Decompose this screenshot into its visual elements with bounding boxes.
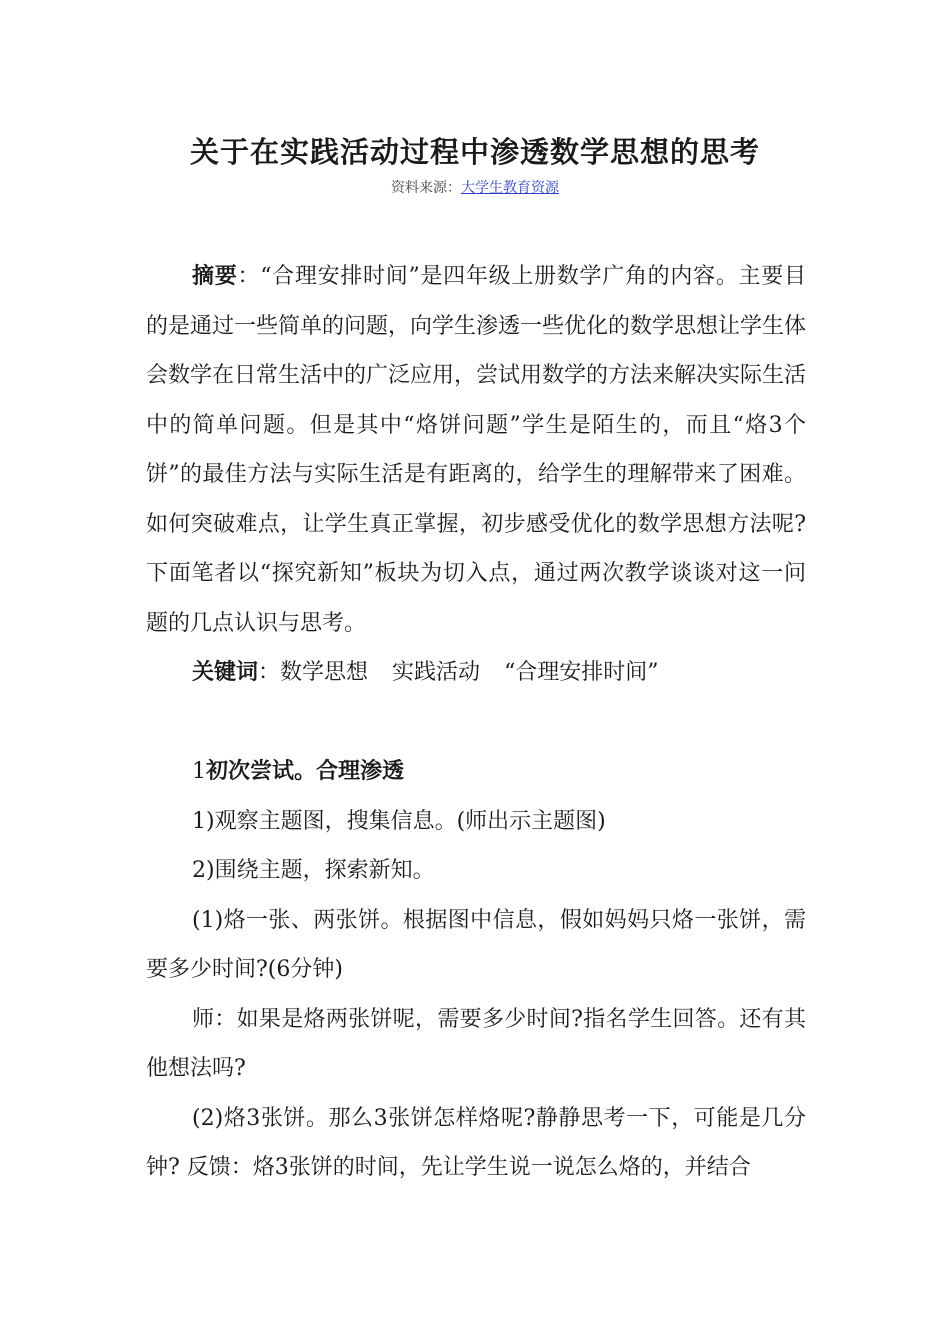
body-paragraph: (1)烙一张、两张饼。根据图中信息，假如妈妈只烙一张饼，需要多少时间?(6分钟) (146, 907, 806, 982)
section-heading (146, 747, 806, 797)
keyword-item: 数学思想 (280, 660, 369, 685)
abstract-paragraph (146, 252, 806, 648)
page-title: 关于在实践活动过程中渗透数学思想的思考 (189, 135, 760, 169)
keywords-colon: ： (258, 660, 281, 685)
keywords-label: 关键词 (192, 659, 259, 685)
keyword-item: “合理安排时间” (504, 660, 659, 685)
body-paragraph: 2)围绕主题，探索新知。 (192, 858, 435, 883)
body-paragraph: 1)观察主题图，搜集信息。(师出示主题图) (192, 808, 606, 834)
body-paragraph: (2)烙3张饼。那么3张饼怎样烙呢?静静思考一下，可能是几分钟? 反馈：烙3张饼的时间，先让学生说一说怎么烙的，并结合 (146, 1105, 806, 1180)
source-line (0, 177, 950, 197)
section-title: 初次尝试。合理渗透 (206, 758, 405, 784)
abstract-label: 摘要 (192, 263, 238, 289)
keyword-item: 实践活动 (392, 660, 481, 685)
abstract-colon: ： (237, 264, 261, 289)
body-paragraph: 师：如果是烙两张饼呢，需要多少时间?指名学生回答。还有其他想法吗? (146, 1006, 806, 1081)
source-label: 资料来源： (391, 180, 461, 196)
source-link[interactable]: 大学生教育资源 (461, 180, 559, 196)
keywords-paragraph (146, 648, 806, 698)
article-body (146, 252, 806, 1193)
section-number: 1 (192, 759, 206, 784)
abstract-text: “合理安排时间”是四年级上册数学广角的内容。主要目的是通过一些简单的问题，向学生渗透一些优化的数学思想让学生体会数学在日常生活中的广泛应用，尝试用数学的方法来解决实际生活中的简单问题。但是其中“烙饼问题”学生是陌生的，而且“烙3个饼”的最佳方法与实际生活是有距离的，给学生的理解带来了困难。如何突破难点，让学生真正掌握，初步感受优化的数学思想方法呢?下面笔者以“探究新知”板块为切入点，通过两次教学谈谈对这一问题的几点认识与思考。 (146, 264, 807, 636)
